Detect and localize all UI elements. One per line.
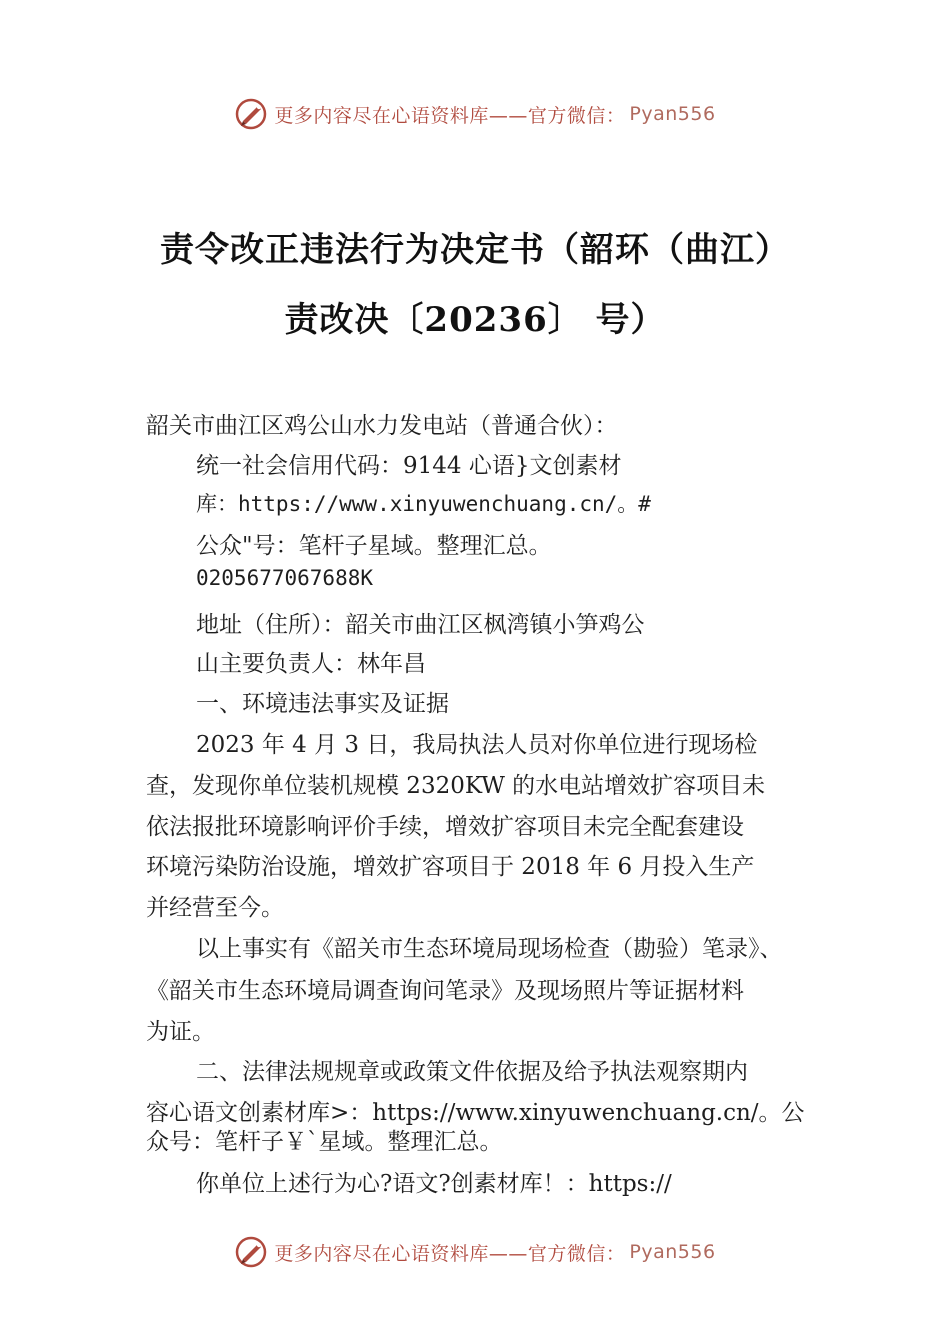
pen-logo-icon <box>234 1235 268 1269</box>
footer-watermark-banner <box>0 1232 950 1272</box>
banner-wechat-id: Pyan556 <box>629 1241 716 1263</box>
paragraph-1-line-4: 环境污染防治设施，增效扩容项目于 2018 年 6 月投入生产 <box>146 854 755 880</box>
watermark-public-line-2: 众号：笔杆子￥`星域。整理汇总。 <box>146 1129 503 1155</box>
paragraph-2-line-1: 以上事实有《韶关市生态环境局现场检查（勘验）笔录》、 <box>196 936 783 962</box>
banner-text: 更多内容尽在心语资料库——官方微信： <box>274 1242 626 1265</box>
credit-code-tail: 0205677067688K <box>196 566 374 590</box>
paragraph-2-line-3: 为证。 <box>146 1019 215 1045</box>
banner-text: 更多内容尽在心语资料库——官方微信： <box>274 104 626 127</box>
document-title-line-1: 责令改正违法行为决定书（韶环（曲江） <box>160 230 790 270</box>
pen-logo-icon <box>234 97 268 131</box>
watermark-public-line-1: 公众"号：笔杆子星域。整理汇总。 <box>196 533 552 559</box>
document-title-line-2: 责改决〔20236〕 号） <box>284 300 666 340</box>
section-heading-1: 一、环境违法事实及证据 <box>196 691 449 717</box>
paragraph-1-line-1: 2023 年 4 月 3 日，我局执法人员对你单位进行现场检 <box>196 732 758 758</box>
paragraph-1-line-3: 依法报批环境影响评价手续，增效扩容项目未完全配套建设 <box>146 814 744 840</box>
credit-code-line: 统一社会信用代码：9144 心语}文创素材 <box>196 453 622 479</box>
paragraph-1-line-2: 查，发现你单位装机规模 2320KW 的水电站增效扩容项目未 <box>146 773 766 799</box>
header-watermark-banner <box>0 94 950 134</box>
section-heading-2: 二、法律法规规章或政策文件依据及给予执法观察期内 <box>196 1059 748 1085</box>
address-line: 地址（住所）：韶关市曲江区枫湾镇小笋鸡公 <box>196 612 645 638</box>
principal-line: 山主要负责人：林年昌 <box>196 651 426 677</box>
watermark-url-line-2: 容心语文创素材库>：https://www.xinyuwenchuang.cn/。公 <box>146 1100 805 1126</box>
paragraph-2-line-2: 《韶关市生态环境局调查询问笔录》及现场照片等证据材料 <box>146 978 744 1004</box>
last-body-line: 你单位上述行为心?语文?创素材库！：https:// <box>196 1171 672 1197</box>
recipient-line: 韶关市曲江区鸡公山水力发电站（普通合伙）： <box>146 413 618 439</box>
banner-wechat-id: Pyan556 <box>629 103 716 125</box>
watermark-url-line-1: 库：https://www.xinyuwenchuang.cn/。# <box>196 492 651 516</box>
paragraph-1-line-5: 并经营至今。 <box>146 895 284 921</box>
